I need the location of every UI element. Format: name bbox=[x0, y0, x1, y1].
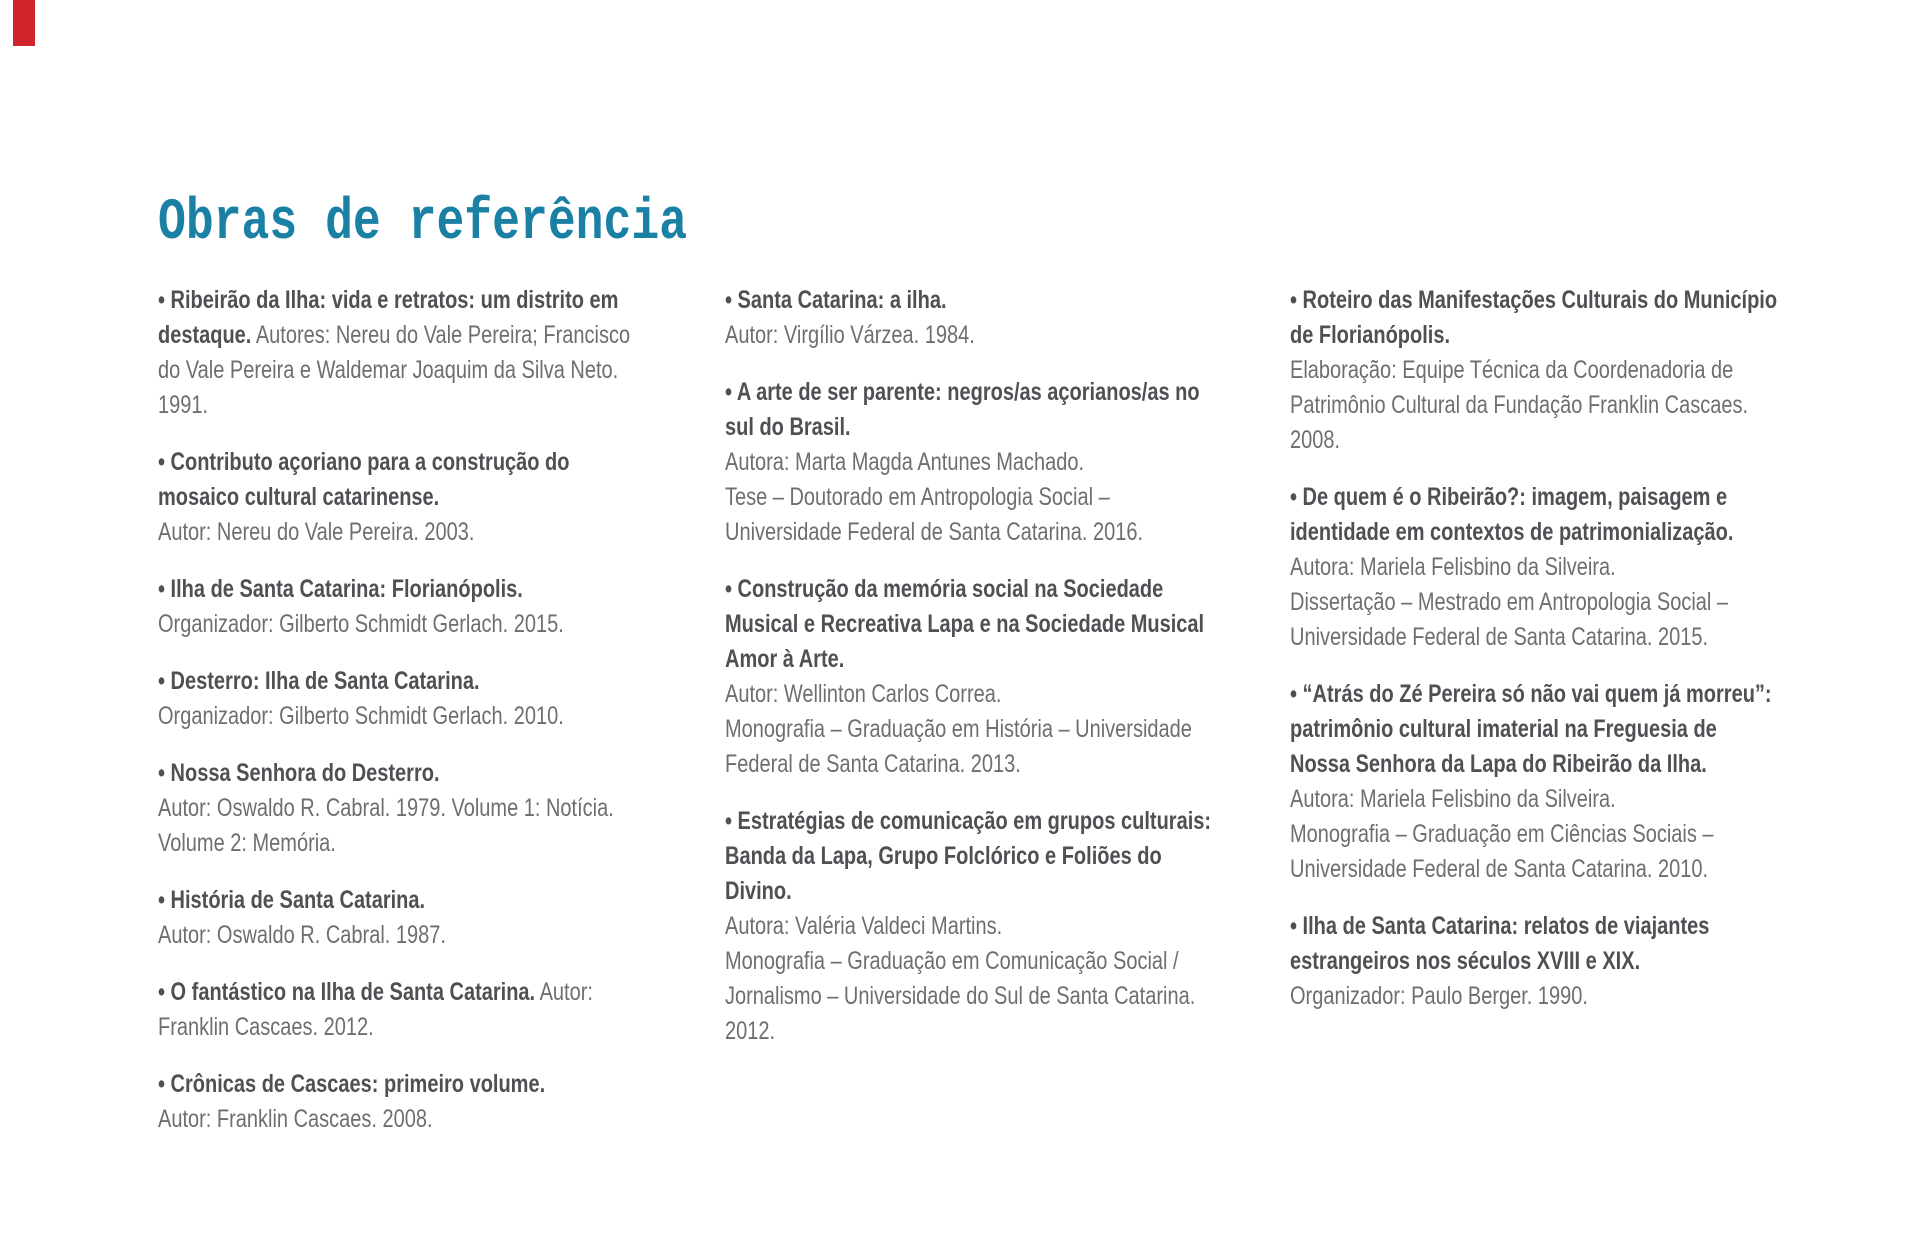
entry-title-line bbox=[158, 445, 648, 515]
entry-title: • “Atrás do Zé Pereira só não vai quem já morreu”: patrimônio cultural imaterial na Freguesia de Nossa Senhora da Lapa do Ribeirão da Ilha. bbox=[1290, 680, 1772, 778]
reference-entry bbox=[158, 1067, 648, 1137]
entry-title-line bbox=[725, 375, 1215, 445]
entry-detail: Monografia – Graduação em História – Universidade Federal de Santa Catarina. 2013. bbox=[725, 715, 1192, 778]
entry-title: • Ribeirão da Ilha: vida e retratos: um distrito em destaque. bbox=[158, 286, 619, 349]
entry-title: • Santa Catarina: a ilha. bbox=[725, 286, 947, 314]
entry-title: • Contributo açoriano para a construção do mosaico cultural catarinense. bbox=[158, 448, 570, 511]
entry-detail: Monografia – Graduação em Comunicação Social / Jornalismo – Universidade do Sul de Santa Catarina. 2012. bbox=[725, 947, 1196, 1045]
entry-detail: Autor: Virgílio Várzea. 1984. bbox=[725, 321, 975, 349]
reference-entry bbox=[725, 375, 1215, 550]
reference-entry bbox=[725, 572, 1215, 782]
entry-title: • Construção da memória social na Sociedade Musical e Recreativa Lapa e na Sociedade Musical Amor à Arte. bbox=[725, 575, 1205, 673]
entry-title: • Roteiro das Manifestações Culturais do Município de Florianópolis. bbox=[1290, 286, 1778, 349]
entry-detail: Autor: Franklin Cascaes. 2012. bbox=[158, 978, 593, 1041]
entry-detail: Autor: Wellinton Carlos Correa. bbox=[725, 680, 1002, 708]
entry-title-line bbox=[1290, 480, 1780, 550]
entry-detail: Autor: Oswaldo R. Cabral. 1979. Volume 1: Notícia. Volume 2: Memória. bbox=[158, 794, 614, 857]
reference-column-2 bbox=[725, 283, 1215, 1071]
entry-title-line bbox=[1290, 677, 1780, 782]
reference-entry bbox=[725, 804, 1215, 1049]
entry-title-line bbox=[725, 572, 1215, 677]
entry-title: • O fantástico na Ilha de Santa Catarina. bbox=[158, 978, 536, 1006]
entry-detail: Organizador: Paulo Berger. 1990. bbox=[1290, 982, 1588, 1010]
entry-title-line bbox=[725, 283, 1215, 318]
entry-detail: Autora: Marta Magda Antunes Machado. bbox=[725, 448, 1085, 476]
entry-detail: Autora: Valéria Valdeci Martins. bbox=[725, 912, 1003, 940]
entry-title-line bbox=[158, 572, 648, 607]
reference-column-3 bbox=[1290, 283, 1780, 1036]
entry-detail: Organizador: Gilberto Schmidt Gerlach. 2010. bbox=[158, 702, 564, 730]
entry-title: • História de Santa Catarina. bbox=[158, 886, 426, 914]
entry-title: • Desterro: Ilha de Santa Catarina. bbox=[158, 667, 480, 695]
entry-detail: Organizador: Gilberto Schmidt Gerlach. 2015. bbox=[158, 610, 564, 638]
reference-entry bbox=[1290, 909, 1780, 1014]
entry-title-line bbox=[158, 1067, 648, 1102]
entry-title-line bbox=[158, 756, 648, 791]
entry-title-line bbox=[158, 664, 648, 699]
reference-entry bbox=[158, 664, 648, 734]
entry-detail: Monografia – Graduação em Ciências Sociais – Universidade Federal de Santa Catarina. 2010. bbox=[1290, 820, 1714, 883]
entry-detail: Autora: Mariela Felisbino da Silveira. bbox=[1290, 553, 1616, 581]
reference-entry bbox=[1290, 283, 1780, 458]
reference-entry bbox=[1290, 677, 1780, 887]
entry-detail: Tese – Doutorado em Antropologia Social – Universidade Federal de Santa Catarina. 2016. bbox=[725, 483, 1144, 546]
reference-entry bbox=[158, 756, 648, 861]
reference-entry bbox=[158, 283, 648, 423]
entry-detail: Autor: Franklin Cascaes. 2008. bbox=[158, 1105, 433, 1133]
red-corner-tab bbox=[13, 0, 35, 46]
entry-title: • Ilha de Santa Catarina: relatos de viajantes estrangeiros nos séculos XVIII e XIX. bbox=[1290, 912, 1710, 975]
entry-title: • Estratégias de comunicação em grupos culturais: Banda da Lapa, Grupo Folclórico e Foliões do Divino. bbox=[725, 807, 1212, 905]
reference-entry bbox=[158, 445, 648, 550]
reference-entry bbox=[158, 883, 648, 953]
entry-title-line bbox=[725, 804, 1215, 909]
entry-title-line bbox=[158, 283, 648, 423]
entry-detail: Autora: Mariela Felisbino da Silveira. bbox=[1290, 785, 1616, 813]
entry-title: • Nossa Senhora do Desterro. bbox=[158, 759, 440, 787]
reference-entry bbox=[725, 283, 1215, 353]
reference-entry bbox=[158, 975, 648, 1045]
entry-title: • Ilha de Santa Catarina: Florianópolis. bbox=[158, 575, 523, 603]
entry-detail: Dissertação – Mestrado em Antropologia Social – Universidade Federal de Santa Catarina. 2015. bbox=[1290, 588, 1729, 651]
entry-detail: Autor: Oswaldo R. Cabral. 1987. bbox=[158, 921, 446, 949]
entry-title-line bbox=[158, 883, 648, 918]
entry-detail: Autores: Nereu do Vale Pereira; Francisco do Vale Pereira e Waldemar Joaquim da Silva Neto. 1991. bbox=[158, 321, 631, 419]
entry-title-line bbox=[1290, 283, 1780, 353]
page-title: Obras de referência bbox=[158, 190, 688, 256]
entry-title-line bbox=[158, 975, 648, 1045]
entry-title: • De quem é o Ribeirão?: imagem, paisagem e identidade em contextos de patrimonialização. bbox=[1290, 483, 1734, 546]
entry-detail: Autor: Nereu do Vale Pereira. 2003. bbox=[158, 518, 475, 546]
reference-entry bbox=[158, 572, 648, 642]
entry-detail: Elaboração: Equipe Técnica da Coordenadoria de Patrimônio Cultural da Fundação Franklin Cascaes. 2008. bbox=[1290, 356, 1748, 454]
entry-title: • Crônicas de Cascaes: primeiro volume. bbox=[158, 1070, 546, 1098]
reference-entry bbox=[1290, 480, 1780, 655]
entry-title-line bbox=[1290, 909, 1780, 979]
reference-column-1 bbox=[158, 283, 648, 1159]
entry-title: • A arte de ser parente: negros/as açorianos/as no sul do Brasil. bbox=[725, 378, 1200, 441]
